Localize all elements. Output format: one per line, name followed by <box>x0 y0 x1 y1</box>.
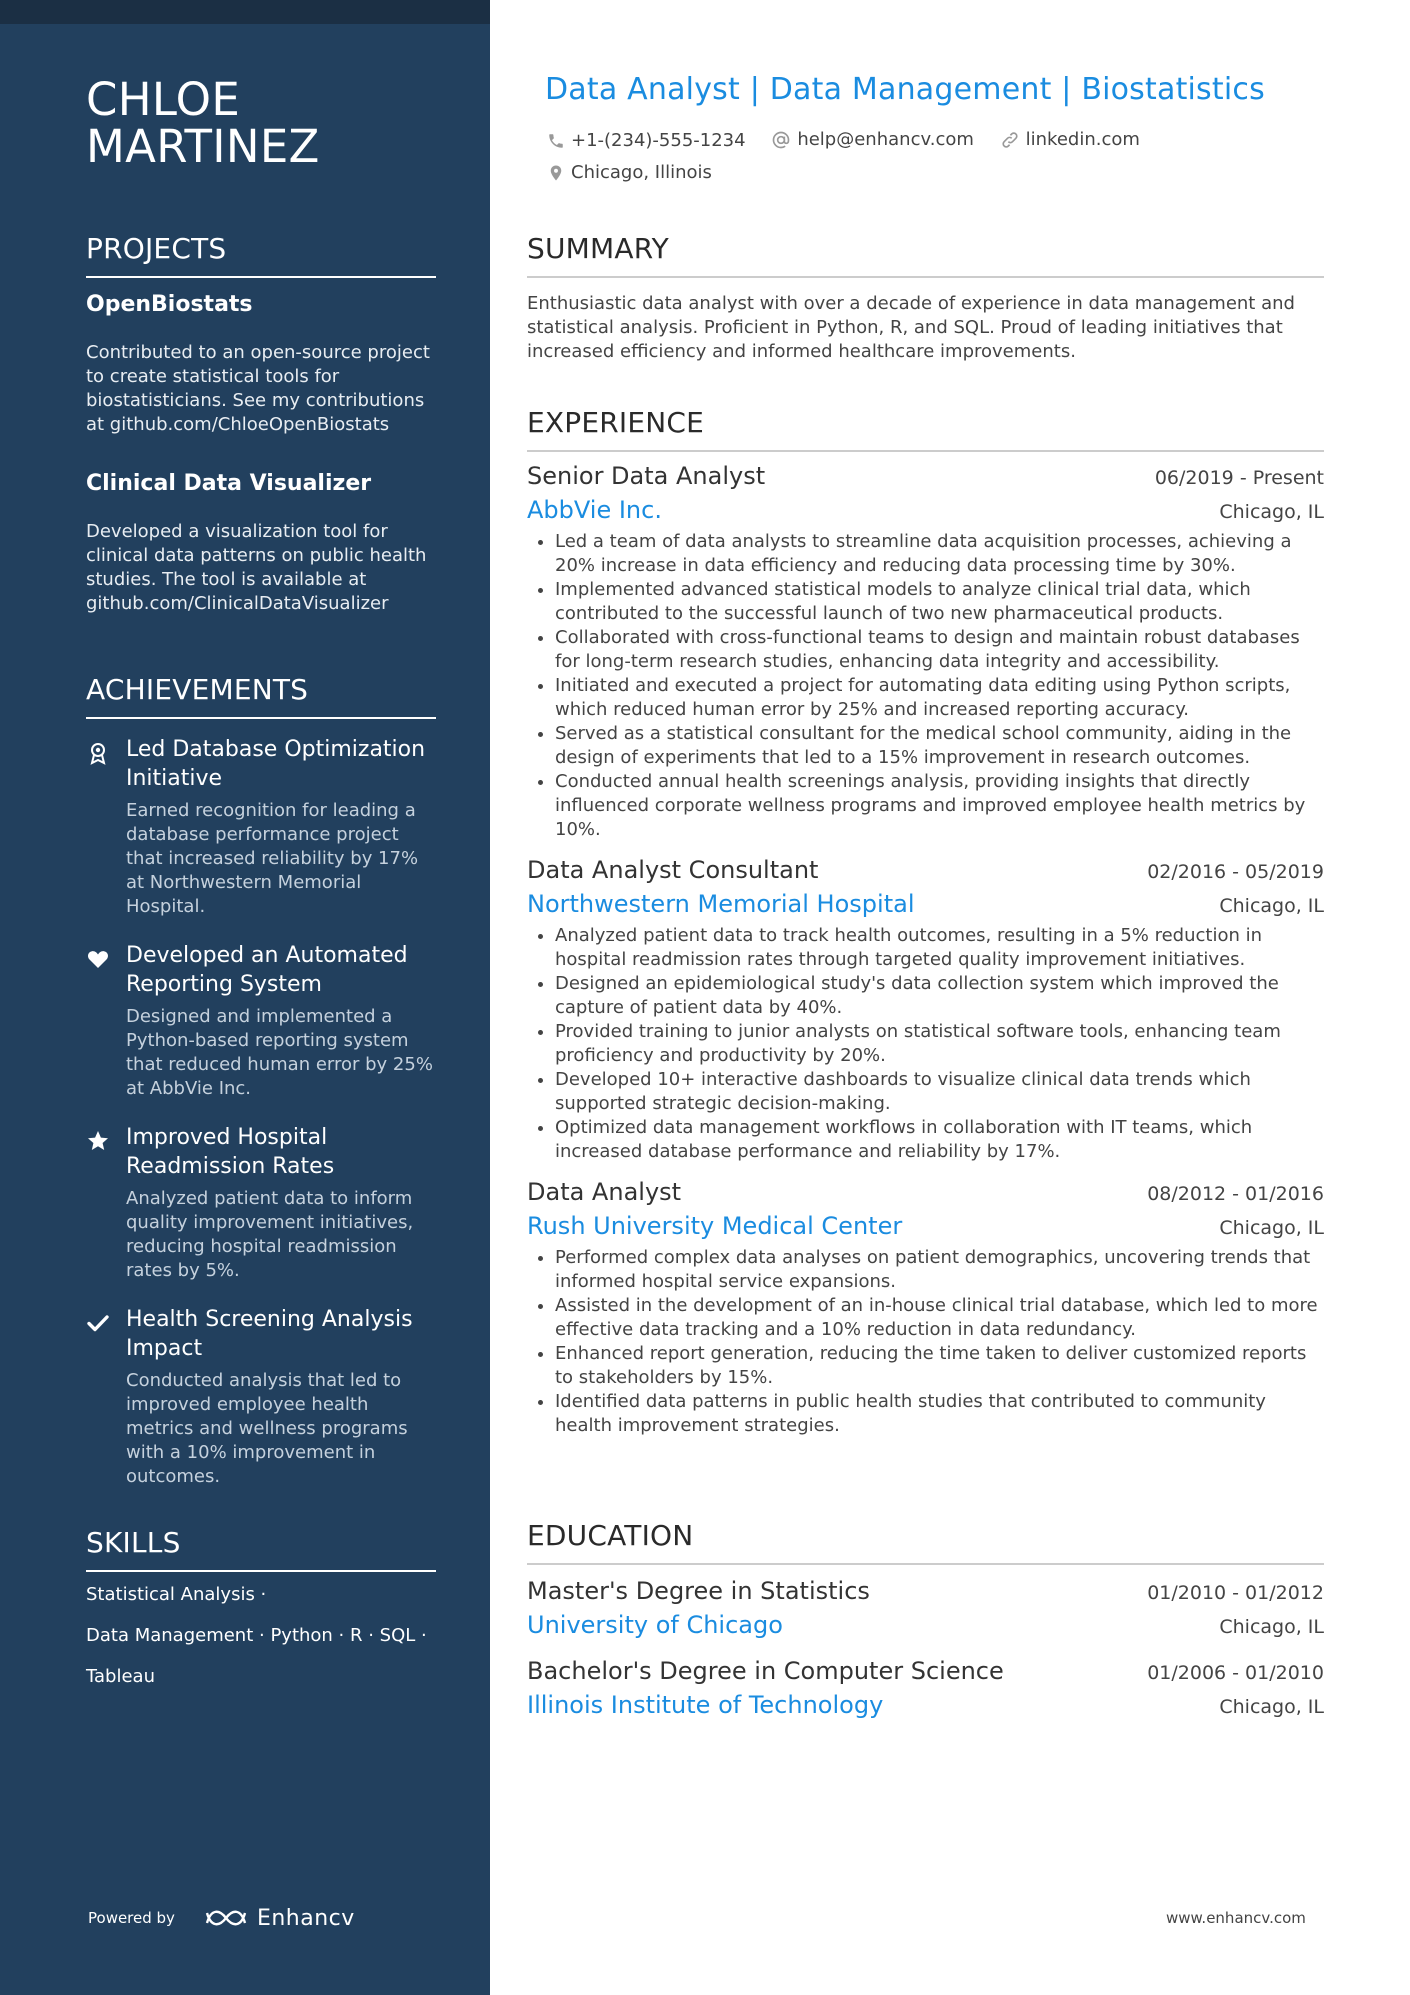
bullet-item: • Led a team of data analysts to streamline data acquisition processes, achieving a 20% increase in data efficiency and reducing data processing time by 30%. <box>555 530 1324 578</box>
sidebar <box>0 0 490 1995</box>
education-entry <box>527 1577 1324 1639</box>
job-entry <box>527 1178 1324 1438</box>
bullet-item: • Implemented advanced statistical models to analyze clinical trial data, which contributed to the successful launch of two new pharmaceutical products. <box>555 578 1324 626</box>
candidate-name: CHLOE MARTINEZ <box>86 73 320 173</box>
job-bullets <box>527 530 1324 842</box>
job-bullets <box>527 1246 1324 1438</box>
bullet-item: • Designed an epidemiological study's data collection system which improved the capture of patient data by 40%. <box>555 972 1324 1020</box>
phone-icon <box>547 132 565 150</box>
star-icon <box>86 1129 110 1153</box>
education-date: 01/2010 - 01/2012 <box>1147 1582 1324 1604</box>
degree-name: Bachelor's Degree in Computer Science <box>527 1657 1004 1685</box>
award-icon <box>86 741 110 765</box>
project-name: OpenBiostats <box>86 292 253 317</box>
bullet-item: • Performed complex data analyses on patient demographics, uncovering trends that informed hospital service expansions. <box>555 1246 1324 1294</box>
link-icon <box>1000 130 1020 150</box>
skills-list <box>86 1574 436 1697</box>
company-name: Northwestern Memorial Hospital <box>527 890 915 918</box>
achievements-title: ACHIEVEMENTS <box>86 673 436 719</box>
bullet-item: • Developed 10+ interactive dashboards to visualize clinical data trends which supported strategic decision-making. <box>555 1068 1324 1116</box>
project-description: Contributed to an open-source project to create statistical tools for biostatisticians. See my contributions at github.com/ChloeOpenBiostats <box>86 342 430 435</box>
school-name: Illinois Institute of Technology <box>527 1691 884 1719</box>
education-section <box>527 1519 1324 1719</box>
bullet-item: • Optimized data management workflows in collaboration with IT teams, which increased database performance and reliability by 17%. <box>555 1116 1324 1164</box>
achievement-title: Health Screening Analysis Impact <box>126 1307 413 1361</box>
achievement-item <box>86 735 436 919</box>
bullet-item: • Collaborated with cross-functional teams to design and maintain robust databases for long-term research studies, enhancing data integrity and accessibility. <box>555 626 1324 674</box>
job-title: Senior Data Analyst <box>527 462 766 490</box>
location-text: Chicago, Illinois <box>571 162 712 183</box>
bullet-item: • Provided training to junior analysts on statistical software tools, enhancing team proficiency and productivity by 20%. <box>555 1020 1324 1068</box>
job-location: Chicago, IL <box>1219 501 1324 523</box>
achievement-description: Conducted analysis that led to improved employee health metrics and wellness programs with a 10% improvement in outcomes. <box>126 1370 408 1487</box>
summary-title: SUMMARY <box>527 232 1324 278</box>
powered-by-brand: Enhancv <box>256 1905 355 1931</box>
job-date: 02/2016 - 05/2019 <box>1147 861 1324 883</box>
powered-by <box>88 1905 355 1931</box>
heart-icon <box>86 947 110 971</box>
skills-line: Data Management · Python · R · SQL · <box>86 1625 427 1646</box>
bullet-item: • Assisted in the development of an in-house clinical trial database, which led to more effective data tracking and a 10% reduction in data redundancy. <box>555 1294 1324 1342</box>
achievement-title: Developed an Automated Reporting System <box>126 943 408 997</box>
achievement-title: Led Database Optimization Initiative <box>126 737 426 791</box>
achievement-description: Designed and implemented a Python-based reporting system that reduced human error by 25% at AbbVie Inc. <box>126 1006 433 1099</box>
contact-email[interactable] <box>771 126 974 154</box>
contact-phone <box>547 127 746 155</box>
job-title: Data Analyst Consultant <box>527 856 819 884</box>
sidebar-top-bar <box>0 0 490 24</box>
achievement-item <box>86 1123 436 1283</box>
achievement-description: Earned recognition for leading a database performance project that increased reliability by 17% at Northwestern Memorial Hospital. <box>126 800 419 917</box>
skills-section <box>86 1526 436 1697</box>
job-entry <box>527 462 1324 842</box>
education-location: Chicago, IL <box>1219 1696 1324 1718</box>
bullet-item: • Enhanced report generation, reducing the time taken to deliver customized reports to stakeholders by 15%. <box>555 1342 1324 1390</box>
company-name: Rush University Medical Center <box>527 1212 903 1240</box>
job-date: 06/2019 - Present <box>1154 467 1324 489</box>
achievements-section <box>86 673 436 1489</box>
headline: Data Analyst | Data Management | Biostatistics <box>545 72 1265 107</box>
summary-section <box>527 232 1324 364</box>
education-title: EDUCATION <box>527 1519 1324 1565</box>
job-date: 08/2012 - 01/2016 <box>1147 1183 1324 1205</box>
education-entry <box>527 1657 1324 1719</box>
summary-text: Enthusiastic data analyst with over a decade of experience in data management and statistical analysis. Proficient in Python, R, and SQL. Proud of leading initiatives that increased efficiency and informed healthcare improvements. <box>527 293 1295 362</box>
check-icon <box>86 1311 110 1335</box>
job-location: Chicago, IL <box>1219 1217 1324 1239</box>
achievement-description: Analyzed patient data to inform quality improvement initiatives, reducing hospital readmission rates by 5%. <box>126 1188 414 1281</box>
achievement-item <box>86 941 436 1101</box>
at-icon <box>771 130 791 150</box>
contact-link[interactable] <box>1000 126 1140 154</box>
enhancv-logo-icon <box>203 1905 249 1931</box>
education-date: 01/2006 - 01/2010 <box>1147 1662 1324 1684</box>
powered-by-label: Powered by <box>88 1909 175 1927</box>
location-pin-icon <box>547 163 565 183</box>
skills-line: Tableau <box>86 1666 155 1687</box>
phone-text: +1-(234)-555-1234 <box>571 130 746 151</box>
bullet-item: • Conducted annual health screenings analysis, providing insights that directly influenced corporate wellness programs and improved employee health metrics by 10%. <box>555 770 1324 842</box>
degree-name: Master's Degree in Statistics <box>527 1577 870 1605</box>
project-description: Developed a visualization tool for clinical data patterns on public health studies. The tool is available at github.com/ClinicalDataVisualizer <box>86 521 427 614</box>
experience-title: EXPERIENCE <box>527 406 1324 452</box>
job-entry <box>527 856 1324 1164</box>
project-name: Clinical Data Visualizer <box>86 471 372 496</box>
contact-location <box>547 159 712 187</box>
job-title: Data Analyst <box>527 1178 682 1206</box>
bullet-item: • Identified data patterns in public health studies that contributed to community health improvement strategies. <box>555 1390 1324 1438</box>
projects-title: PROJECTS <box>86 232 436 278</box>
job-location: Chicago, IL <box>1219 895 1324 917</box>
experience-section <box>527 406 1324 1438</box>
link-text: linkedin.com <box>1025 129 1140 150</box>
education-location: Chicago, IL <box>1219 1616 1324 1638</box>
skills-title: SKILLS <box>86 1526 436 1572</box>
bullet-item: • Initiated and executed a project for automating data editing using Python scripts, which reduced human error by 25% and increased reporting accuracy. <box>555 674 1324 722</box>
job-bullets <box>527 924 1324 1164</box>
footer-url[interactable]: www.enhancv.com <box>1166 1909 1306 1927</box>
projects-section <box>86 232 436 616</box>
achievement-item <box>86 1305 436 1489</box>
bullet-item: • Served as a statistical consultant for the medical school community, aiding in the design of experiments that led to a 15% improvement in research outcomes. <box>555 722 1324 770</box>
skills-line: Statistical Analysis · <box>86 1584 267 1605</box>
bullet-item: • Analyzed patient data to track health outcomes, resulting in a 5% reduction in hospital readmission rates through targeted quality improvement initiatives. <box>555 924 1324 972</box>
achievement-title: Improved Hospital Readmission Rates <box>126 1125 335 1179</box>
contact-info <box>547 126 1307 192</box>
company-name: AbbVie Inc. <box>527 496 662 524</box>
email-text: help@enhancv.com <box>797 129 974 150</box>
school-name: University of Chicago <box>527 1611 783 1639</box>
